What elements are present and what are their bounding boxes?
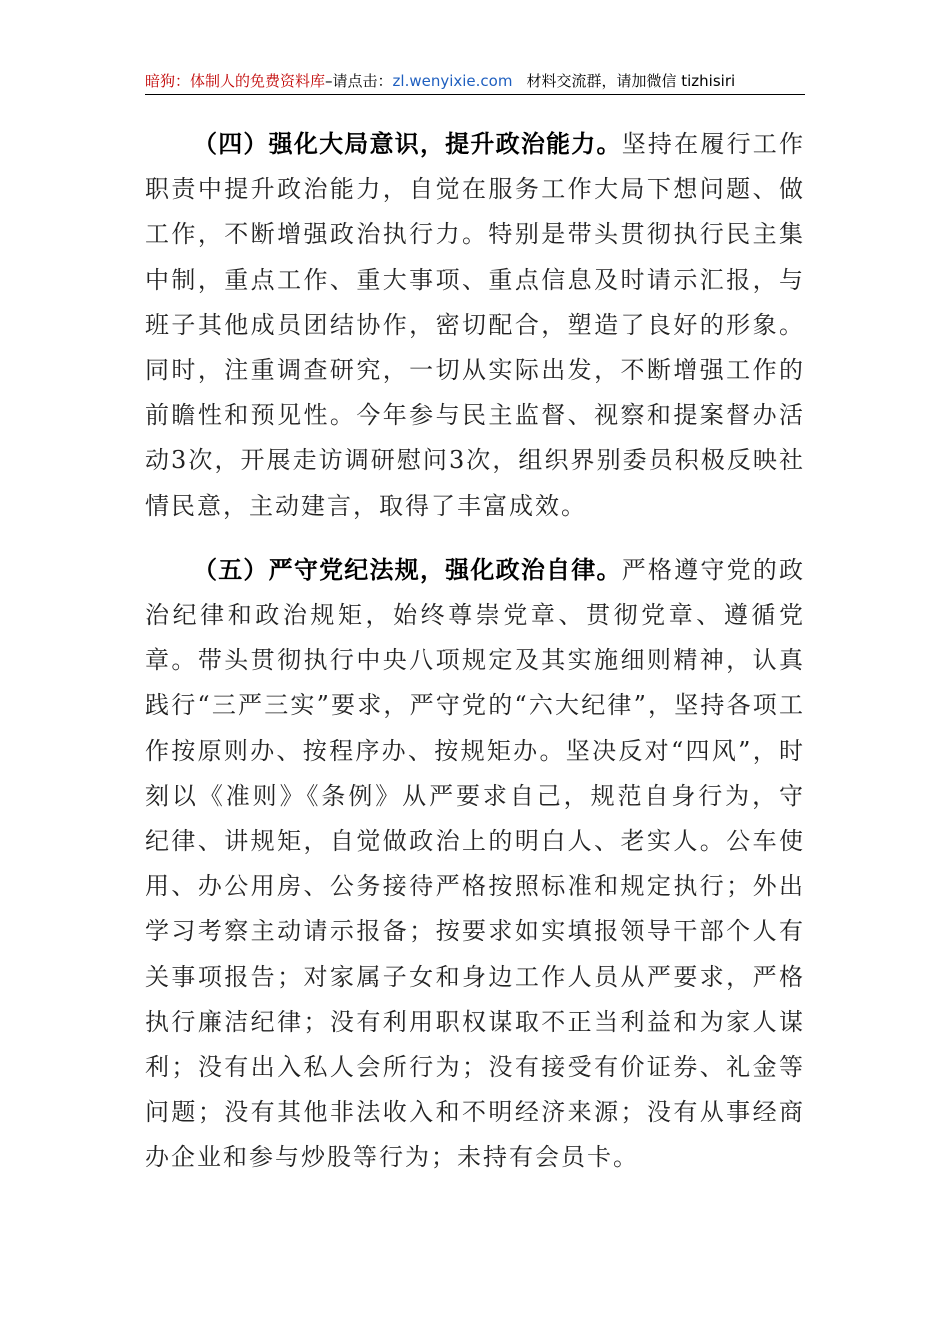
- document-body: [145, 122, 805, 1181]
- header-divider: [145, 94, 805, 95]
- header-contact: 材料交流群，请加微信 tizhisiri: [526, 72, 736, 90]
- header-brand: 暗狗：体制人的免费资料库: [145, 72, 326, 90]
- header-cta: –请点击：: [325, 72, 393, 90]
- paragraph-5-heading: （五）严守党纪法规，强化政治自律。: [193, 555, 622, 584]
- paragraph-4-body: 坚持在履行工作职责中提升政治能力，自觉在服务工作大局下想问题、做工作，不断增强政治执行力。特别是带头贯彻执行民主集中制，重点工作、重大事项、重点信息及时请示汇报，与班子其他成员团结协作，密切配合，塑造了良好的形象。同时，注重调查研究，一切从实际出发，不断增强工作的前瞻性和预见性。今年参与民主监督、视察和提案督办活动3次，开展走访调研慰问3次，组织界别委员积极反映社情民意，主动建言，取得了丰富成效。: [145, 130, 806, 520]
- paragraph-4: [145, 122, 805, 529]
- page-header: [145, 70, 805, 94]
- paragraph-4-heading: （四）强化大局意识，提升政治能力。: [193, 130, 622, 158]
- paragraph-5: [145, 548, 805, 1181]
- header-link[interactable]: zl.wenyixie.com: [392, 72, 513, 90]
- paragraph-5-body: 严格遵守党的政治纪律和政治规矩，始终尊崇党章、贯彻党章、遵循党章。带头贯彻执行中央八项规定及其实施细则精神，认真践行“三严三实”要求，严守党的“六大纪律”，坚持各项工作按原则办、按程序办、按规矩办。坚决反对“四风”，时刻以《准则》《条例》从严要求自己，规范自身行为，守纪律、讲规矩，自觉做政治上的明白人、老实人。公车使用、办公用房、公务接待严格按照标准和规定执行；外出学习考察主动请示报备；按要求如实填报领导干部个人有关事项报告；对家属子女和身边工作人员从严要求，严格执行廉洁纪律；没有利用职权谋取不正当利益和为家人谋利；没有出入私人会所行为；没有接受有价证券、礼金等问题；没有其他非法收入和不明经济来源；没有从事经商办企业和参与炒股等行为；未持有会员卡。: [145, 555, 806, 1172]
